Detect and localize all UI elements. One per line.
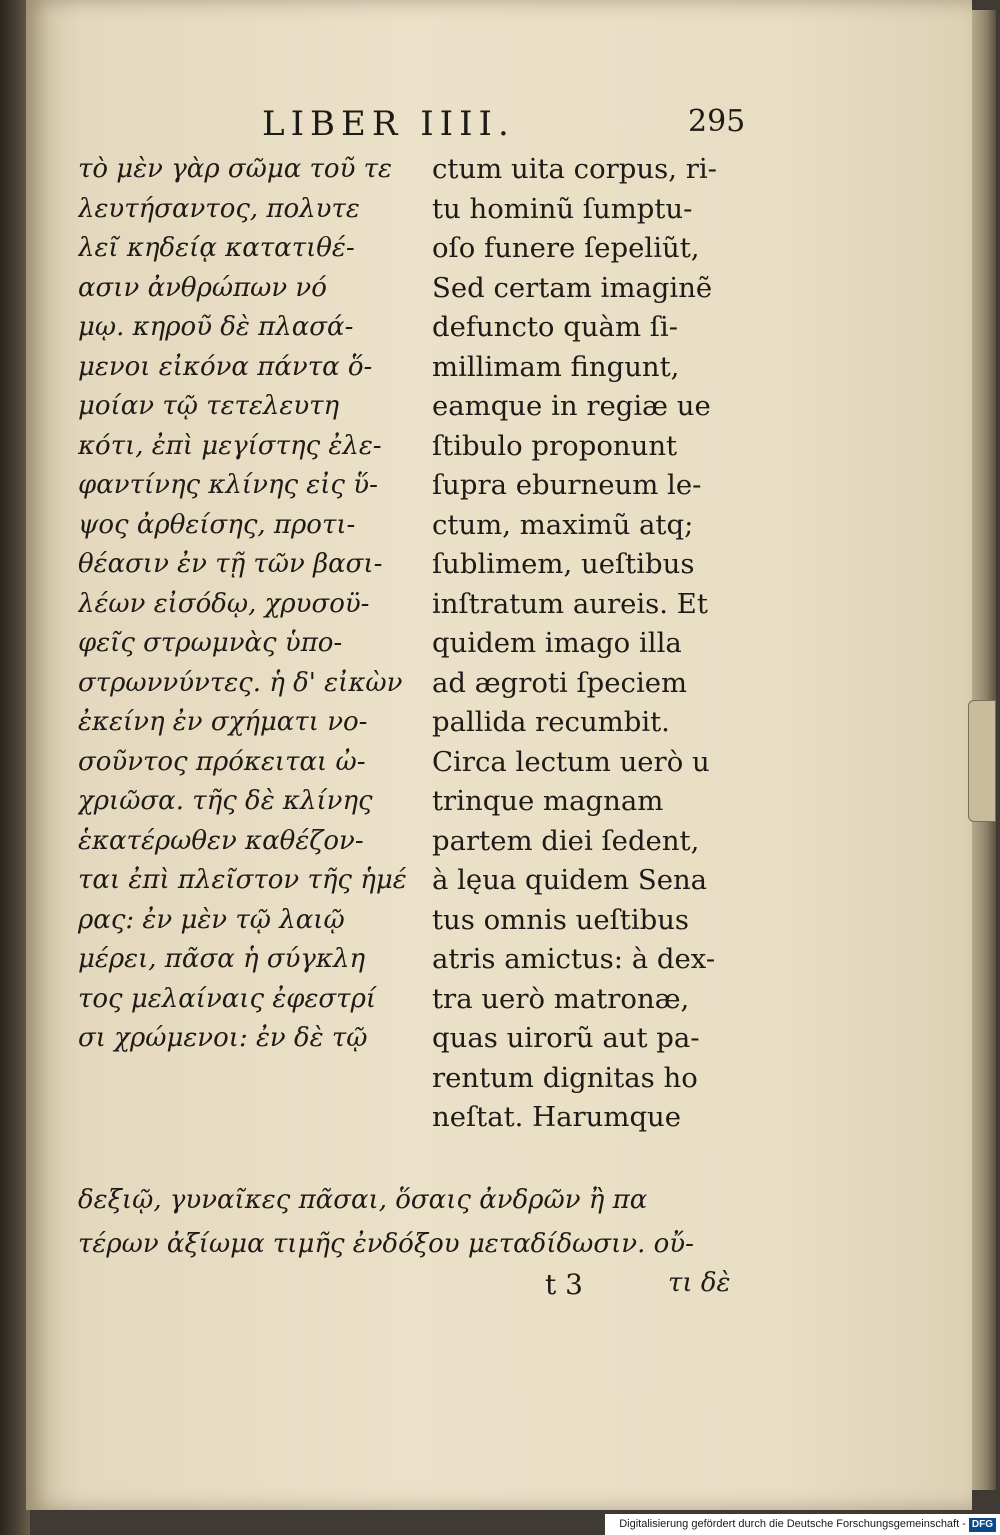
greek-line: μενοι εἰκόνα πάντα ὅ- xyxy=(78,351,373,382)
latin-line: trinque magnam xyxy=(432,785,664,817)
greek-line: ψος ἀρθείσης, προτι- xyxy=(78,509,356,540)
latin-line: Circa lectum uerò u xyxy=(432,745,710,778)
latin-line: neſtat. Harumque xyxy=(432,1101,682,1133)
latin-line: defuncto quàm ſi- xyxy=(432,311,679,343)
greek-line: ἑκατέρωθεν καθέζον- xyxy=(78,825,364,856)
page-number: 295 xyxy=(688,104,746,139)
latin-line: tra uerò matronæ, xyxy=(432,982,690,1015)
latin-line: ctum uita corpus, ri- xyxy=(432,153,717,185)
greek-line: σοῦντος πρόκειται ὠ- xyxy=(78,746,366,777)
latin-line: ſupra eburneum le- xyxy=(432,469,702,501)
greek-line: μῳ. κηροῦ δὲ πλασά- xyxy=(78,312,354,342)
greek-line: θέασιν ἐν τῇ τῶν βασι- xyxy=(78,549,383,579)
latin-line: tu hominũ ſumptu- xyxy=(432,192,693,225)
greek-line: λεῖ κηδείᾳ κατατιθέ- xyxy=(78,233,355,263)
latin-line: à lęua quidem Sena xyxy=(432,864,708,896)
greek-line: ρας: ἐν μὲν τῷ λαιῷ xyxy=(78,904,345,935)
latin-line: Sed certam imaginẽ xyxy=(432,271,713,304)
greek-line: μοίαν τῷ τετελευτη xyxy=(78,391,340,421)
latin-line: partem diei ſedent, xyxy=(432,824,700,857)
greek-line: λέων εἰσόδῳ, χρυσοϋ- xyxy=(78,588,370,619)
signature-mark: t 3 xyxy=(545,1268,583,1301)
greek-line: φεῖς στρωμνὰς ὑπο- xyxy=(78,628,343,658)
greek-line: ἐκείνη ἐν σχήματι νο- xyxy=(78,707,368,737)
latin-line: quidem imago illa xyxy=(432,627,682,659)
latin-line: quas uirorũ aut pa- xyxy=(432,1022,700,1054)
latin-line: eamque in regiæ ue xyxy=(432,390,711,422)
digitization-footer xyxy=(605,1514,1000,1535)
page-tab xyxy=(968,700,996,822)
greek-line: λευτήσαντος, πολυτε xyxy=(78,193,360,224)
footer-text: Digitalisierung gefördert durch die Deutsche Forschungsgemeinschaft - xyxy=(619,1518,966,1530)
greek-line: μέρει, πᾶσα ἡ σύγκλη xyxy=(78,944,366,974)
greek-line: στρωννύντες. ἡ δ' εἰκὼν xyxy=(78,667,403,698)
full-width-line: δεξιῷ, γυναῖκες πᾶσαι, ὅσαις ἀνδρῶν ἢ πα xyxy=(78,1185,648,1215)
catchword: τι δὲ xyxy=(668,1268,731,1298)
greek-line: τος μελαίναις ἐφεστρί xyxy=(78,983,377,1014)
latin-column xyxy=(432,150,777,1138)
greek-column xyxy=(78,150,408,1059)
latin-line: millimam fingunt, xyxy=(432,350,680,383)
latin-line: atris amictus: à dex- xyxy=(432,943,716,975)
latin-line: ad ægroti ſpeciem xyxy=(432,666,688,699)
latin-line: inſtratum aureis. Et xyxy=(432,587,708,620)
greek-line: ται ἐπὶ πλεῖστον τῆς ἡμέ xyxy=(78,865,407,895)
latin-line: rentum dignitas ho xyxy=(432,1061,698,1094)
greek-line: χριῶσα. τῆς δὲ κλίνης xyxy=(78,786,373,816)
greek-line: φαντίνης κλίνης εἰς ὕ- xyxy=(78,470,378,500)
running-head: LIBER IIII. xyxy=(262,104,515,144)
latin-line: oſo funere ſepeliũt, xyxy=(432,232,700,264)
greek-line: κότι, ἐπὶ μεγίστης ἐλε- xyxy=(78,430,382,461)
latin-line: tus omnis ueſtibus xyxy=(432,903,690,936)
latin-line: pallida recumbit. xyxy=(432,706,670,738)
full-width-greek-lines xyxy=(78,1178,778,1266)
latin-line: ſublimem, ueſtibus xyxy=(432,548,695,580)
greek-line: ασιν ἀνθρώπων νό xyxy=(78,272,327,303)
dfg-logo: DFG xyxy=(969,1518,996,1532)
latin-line: ſtibulo proponunt xyxy=(432,429,678,462)
greek-line: σι χρώμενοι: ἐν δὲ τῷ xyxy=(78,1023,368,1053)
greek-line: τὸ μὲν γὰρ σῶμα τοῦ τε xyxy=(78,154,392,184)
latin-line: ctum, maximũ atq; xyxy=(432,508,694,541)
full-width-line: τέρων ἀξίωμα τιμῆς ἐνδόξου μεταδίδωσιν. οὔ- xyxy=(78,1229,694,1259)
